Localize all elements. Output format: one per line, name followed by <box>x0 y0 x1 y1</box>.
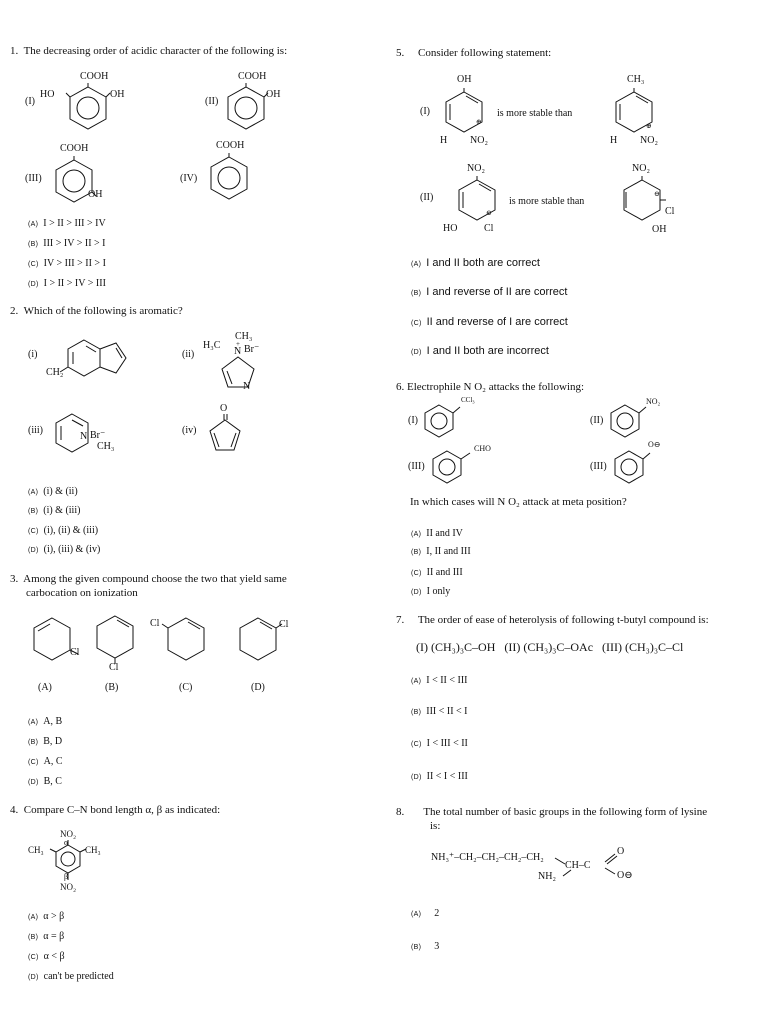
option-b[interactable]: (B) B, D <box>28 736 63 747</box>
option-b[interactable]: (B) III < II < I <box>411 706 468 717</box>
meisenheimer-icon <box>455 176 499 222</box>
q3-text: 3. Among the given compound choose the two that yield same carbocation on ionization <box>10 573 287 599</box>
q1-number: 1. <box>10 45 19 57</box>
option-b[interactable]: (B) (i) & (iii) <box>28 505 81 516</box>
q5-text: 5. Consider following statement: <box>396 47 552 59</box>
q8-text: 8. The total number of basic groups in the following form of lysine is: <box>396 806 708 832</box>
option-a[interactable]: (A) A, B <box>28 716 63 727</box>
benzene-ring-icon <box>52 840 84 880</box>
cyclohexene-a-icon <box>30 616 74 664</box>
roman-label: (I) <box>25 96 35 107</box>
option-c[interactable]: (C) II and reverse of I are correct <box>411 316 568 328</box>
meisenheimer-icon <box>620 176 664 222</box>
option-b[interactable]: (B) I, II and III <box>411 546 471 557</box>
benzene-ring-icon <box>66 83 110 131</box>
fused-ring-icon <box>64 338 144 378</box>
option-c[interactable]: (C) IV > III > II > I <box>28 258 106 269</box>
cyclohexene-b-icon <box>93 614 137 666</box>
arenium-ion-icon <box>442 88 486 134</box>
option-c[interactable]: (C) A, C <box>28 756 63 767</box>
option-b[interactable]: (B) III > IV > II > I <box>28 238 106 249</box>
option-a[interactable]: (A) I and II both are correct <box>411 257 540 269</box>
option-d[interactable]: (D) can't be predicted <box>28 971 114 982</box>
benzene-ring-icon <box>224 83 268 131</box>
cyclohexene-d-icon <box>236 616 280 664</box>
option-b[interactable]: (B) I and reverse of II are correct <box>411 286 568 298</box>
option-d[interactable]: (D) I and II both are incorrect <box>411 345 549 357</box>
option-a[interactable]: (A) II and IV <box>411 528 463 539</box>
imidazolium-ring-icon <box>218 357 258 393</box>
q1-text: 1. The decreasing order of acidic character of the following is: <box>10 45 288 57</box>
option-d[interactable]: (D) II < I < III <box>411 771 468 782</box>
q6-text: 6. Electrophile N O₂ attacks the following: <box>396 381 585 393</box>
option-c[interactable]: (C) I < III < II <box>411 738 468 749</box>
option-a[interactable]: (A) α > β <box>28 911 65 922</box>
electrophile-formula: N O₂ <box>463 381 486 393</box>
cyclohexene-c-icon <box>164 616 208 664</box>
option-a[interactable]: (A) 2 <box>411 908 440 919</box>
q4-text: 4. Compare C–N bond length α, β as indicated: <box>10 804 221 816</box>
option-d[interactable]: (D) (i), (iii) & (iv) <box>28 544 101 555</box>
benzene-ring-icon <box>422 403 456 439</box>
option-a[interactable]: (A) (i) & (ii) <box>28 486 78 497</box>
option-d[interactable]: (D) I only <box>411 586 451 597</box>
benzene-ring-icon <box>430 449 464 485</box>
q6-question: In which cases will N O₂ attack at meta position? <box>410 496 627 508</box>
benzene-ring-icon <box>52 156 96 204</box>
benzene-ring-icon <box>207 153 251 201</box>
q2-text: 2. Which of the following is aromatic? <box>10 305 183 317</box>
option-a[interactable]: (A) I > II > III > IV <box>28 218 106 229</box>
cyclopentadienone-icon <box>204 414 244 456</box>
q7-compounds: (I) (CH₃)₃C–OH (II) (CH₃)₃C–OAc (III) (CH₃)₃C–Cl <box>416 640 684 654</box>
option-c[interactable]: (C) II and III <box>411 567 463 578</box>
option-a[interactable]: (A) I < II < III <box>411 675 468 686</box>
option-b[interactable]: (B) α = β <box>28 931 65 942</box>
option-c[interactable]: (C) α < β <box>28 951 65 962</box>
benzene-ring-icon <box>612 449 646 485</box>
option-b[interactable]: (B) 3 <box>411 941 440 952</box>
option-d[interactable]: (D) I > II > IV > III <box>28 278 106 289</box>
option-d[interactable]: (D) B, C <box>28 776 62 787</box>
benzene-ring-icon <box>608 403 642 439</box>
option-c[interactable]: (C) (i), (ii) & (iii) <box>28 525 99 536</box>
q7-text: 7. The order of ease of heterolysis of following t-butyl compound is: <box>396 614 709 626</box>
